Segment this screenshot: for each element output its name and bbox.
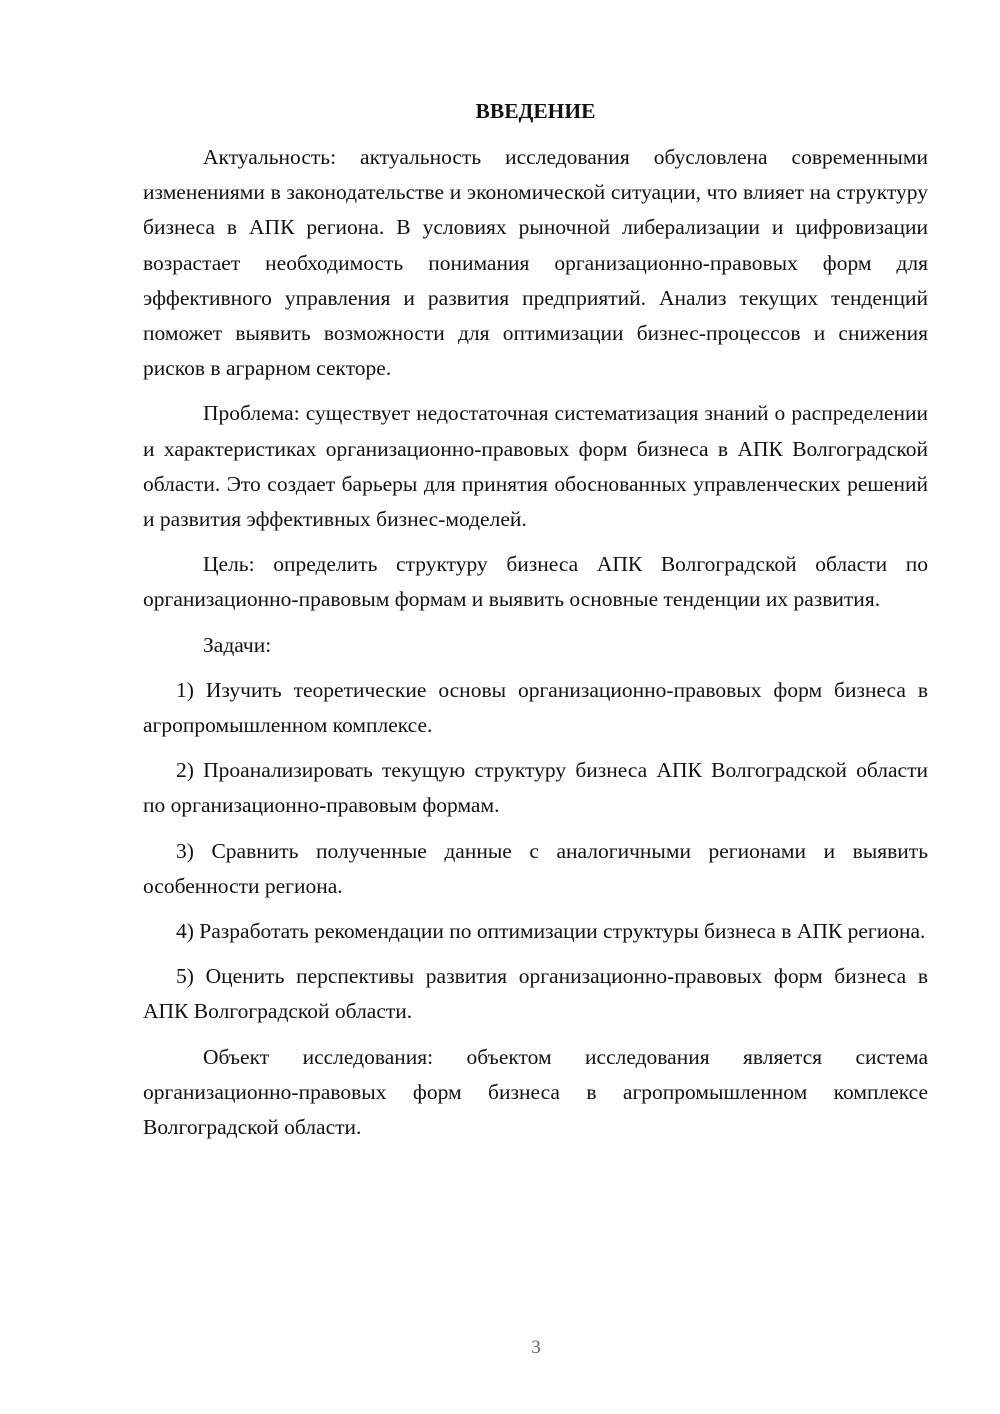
paragraph-gap [143, 949, 928, 959]
problem-paragraph: Проблема: существует недостаточная систематизация знаний о распределении и характеристиках организационно-правовых форм бизнеса в АПК Волгоградской области. Это создает барьеры для принятия обоснованных управленческих решений и развития эффективных бизнес-моделей. [143, 401, 928, 532]
paragraph-gap [143, 618, 928, 628]
paragraph-gap [143, 386, 928, 396]
tasks-heading: Задачи: [203, 632, 272, 657]
goal-paragraph: Цель: определить структуру бизнеса АПК Волгоградской области по организационно-правовым формам и выявить основные тенденции их развития. [143, 552, 928, 612]
page-number: 3 [531, 1337, 541, 1358]
object-paragraph: Объект исследования: объектом исследования является система организационно-правовых форм бизнеса в агропромышленном комплексе Волгоградской области. [143, 1044, 928, 1140]
paragraph-gap [143, 537, 928, 547]
task-item: 1) Изучить теоретические основы организационно-правовых форм бизнеса в агропромышленном комплексе. [143, 677, 928, 738]
task-item: 4) Разработать рекомендации по оптимизации структуры бизнеса в АПК региона. [176, 919, 926, 944]
paragraph-gap [143, 663, 928, 673]
page-content [143, 96, 928, 1145]
paragraph-gap [143, 824, 928, 834]
section-title: ВВЕДЕНИЕ [475, 99, 596, 123]
relevance-paragraph: Актуальность: актуальность исследования обусловлена современными изменениями в законодательстве и экономической ситуации, что влияет на структуру бизнеса в АПК региона. В условиях рыночной либерализации и цифровизации возрастает необходимость понимания организационно-правовых форм для эффективного управления и развития предприятий. Анализ текущих тенденций поможет выявить возможности для оптимизации бизнес-процессов и снижения рисков в аграрном секторе. [143, 145, 928, 381]
task-item: 3) Сравнить полученные данные с аналогичными регионами и выявить особенности региона. [143, 838, 928, 898]
paragraph-gap [143, 743, 928, 753]
paragraph-gap [143, 904, 928, 914]
paragraph-gap [143, 1030, 928, 1040]
task-item: 5) Оценить перспективы развития организационно-правовых форм бизнеса в АПК Волгоградской области. [143, 964, 928, 1024]
task-item: 2) Проанализировать текущую структуру бизнеса АПК Волгоградской области по организационно-правовым формам. [143, 758, 928, 818]
